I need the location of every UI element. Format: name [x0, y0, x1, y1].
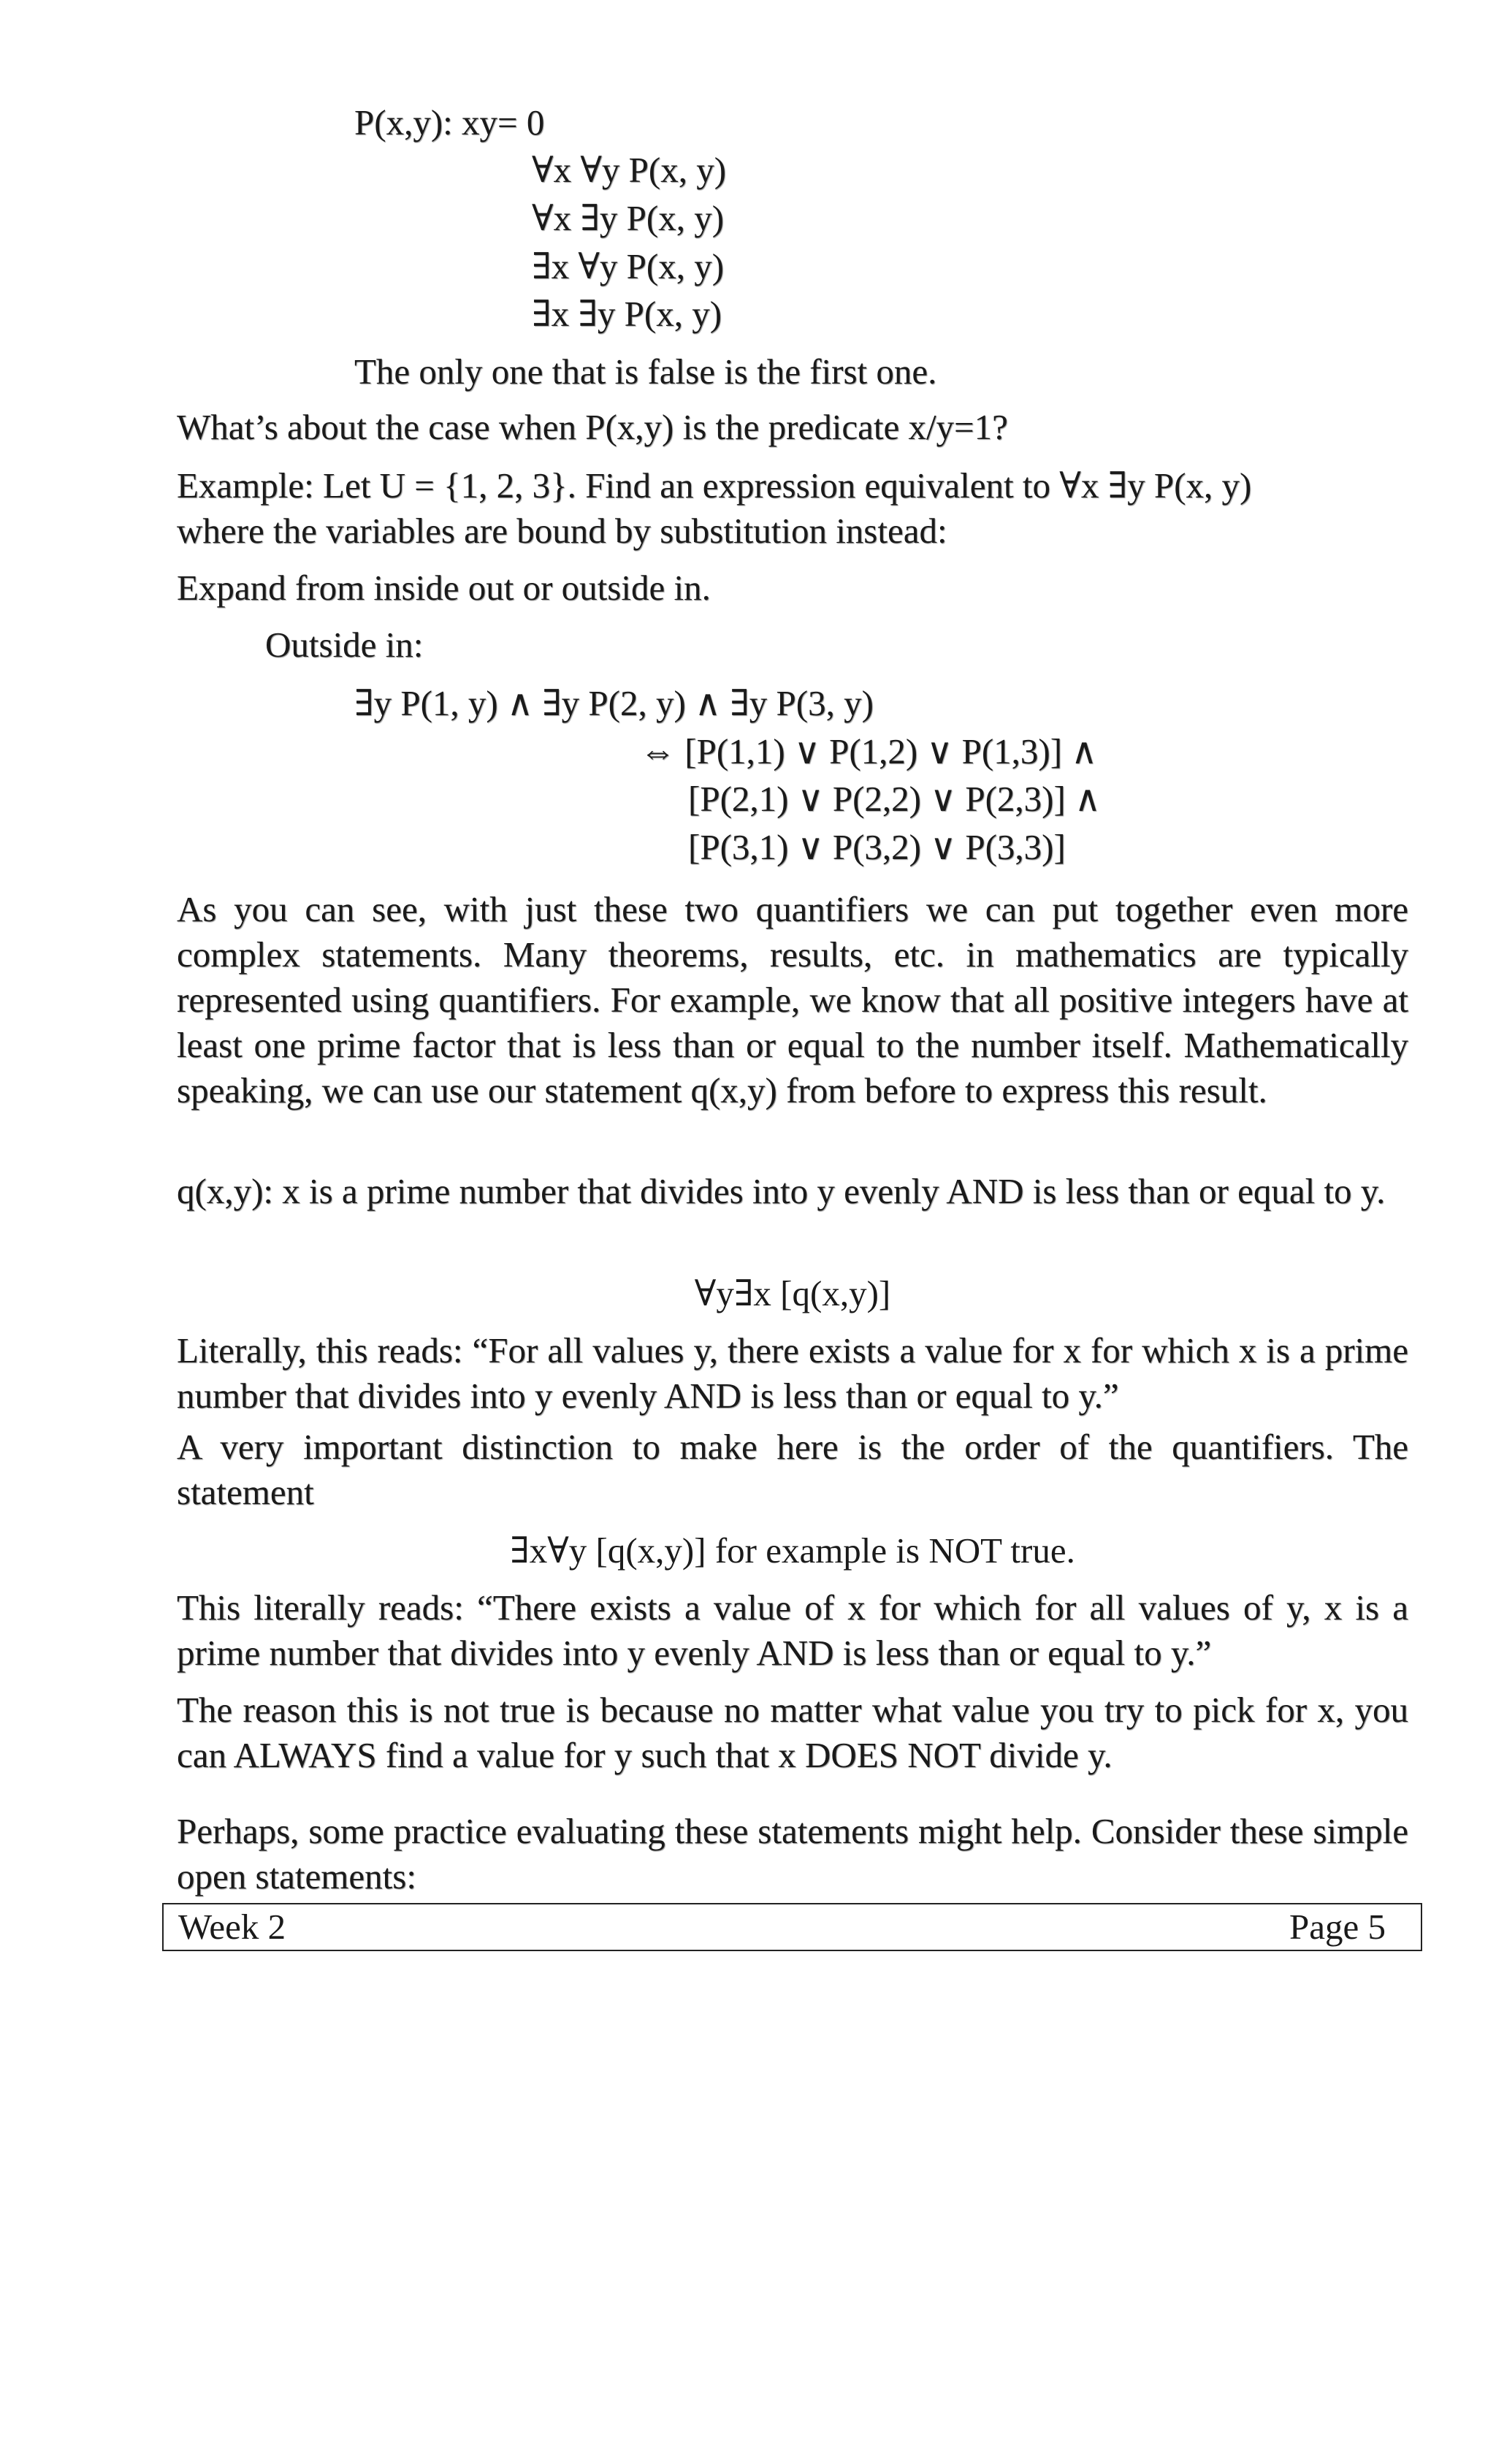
quantified-statement-4: ∃x ∃y P(x, y) — [532, 294, 722, 334]
example-line-2: where the variables are bound by substitution instead: — [177, 511, 947, 551]
expansion-first-line: ∃y P(1, y) ∧ ∃y P(2, y) ∧ ∃y P(3, y) — [354, 683, 874, 723]
quantified-statement-3: ∃x ∀y P(x, y) — [532, 246, 725, 286]
quantified-statement-2: ∀x ∃y P(x, y) — [532, 198, 725, 238]
expand-instruction: Expand from inside out or outside in. — [177, 568, 711, 608]
footer-page-number: Page 5 — [1289, 1907, 1386, 1947]
outside-in-label: Outside in: — [265, 625, 424, 665]
paragraph-q-definition: q(x,y): x is a prime number that divides into y evenly AND is less than or equal to y. — [177, 1171, 1386, 1211]
paragraph-quantifiers: As you can see, with just these two quantifiers we can put together even more complex statements. Many theorems, results, etc. in mathematics are typically represented using quantifiers. For example, we know that all positive integers have at least one prime factor that is less than or equal to the number itself. Mathematically speaking, we can use our statement q(x,y) from before to express this result. — [177, 889, 1408, 1110]
paragraph-practice: Perhaps, some practice evaluating these statements might help. Consider these simple open statements: — [177, 1811, 1408, 1896]
expansion-line-2: [P(2,1) ∨ P(2,2) ∨ P(2,3)] ∧ — [688, 779, 1101, 819]
formula-exists-forall: ∃x∀y [q(x,y)] for example is NOT true. — [510, 1530, 1075, 1571]
example-line-1: Example: Let U = {1, 2, 3}. Find an expression equivalent to ∀x ∃y P(x, y) — [177, 465, 1252, 506]
footer-week: Week 2 — [178, 1907, 286, 1947]
predicate-definition: P(x,y): xy= 0 — [354, 102, 545, 142]
paragraph-reason: The reason this is not true is because no matter what value you try to pick for x, you can ALWAYS find a value for y such that x DOES NOT divide y. — [177, 1690, 1408, 1775]
formula-forall-exists: ∀y∃x [q(x,y)] — [694, 1273, 891, 1313]
only-false-note: The only one that is false is the first one. — [354, 351, 937, 392]
expansion-line-1: ⇔ [P(1,1) ∨ P(1,2) ∨ P(1,3)] ∧ — [640, 731, 1098, 771]
page-footer — [162, 1903, 1422, 1951]
paragraph-this-literally: This literally reads: “There exists a value of x for which for all values of y, x is a prime number that divides into y evenly AND is less than or equal to y.” — [177, 1587, 1408, 1673]
paragraph-literally: Literally, this reads: “For all values y, there exists a value for x for which x is a prime number that divides into y evenly AND is less than or equal to y.” — [177, 1330, 1408, 1416]
quantified-statement-1: ∀x ∀y P(x, y) — [532, 150, 727, 190]
expansion-line-3: [P(3,1) ∨ P(3,2) ∨ P(3,3)] — [688, 827, 1066, 867]
paragraph-distinction: A very important distinction to make here is the order of the quantifiers. The statement — [177, 1427, 1408, 1512]
whats-about-question: What’s about the case when P(x,y) is the predicate x/y=1? — [177, 407, 1008, 447]
